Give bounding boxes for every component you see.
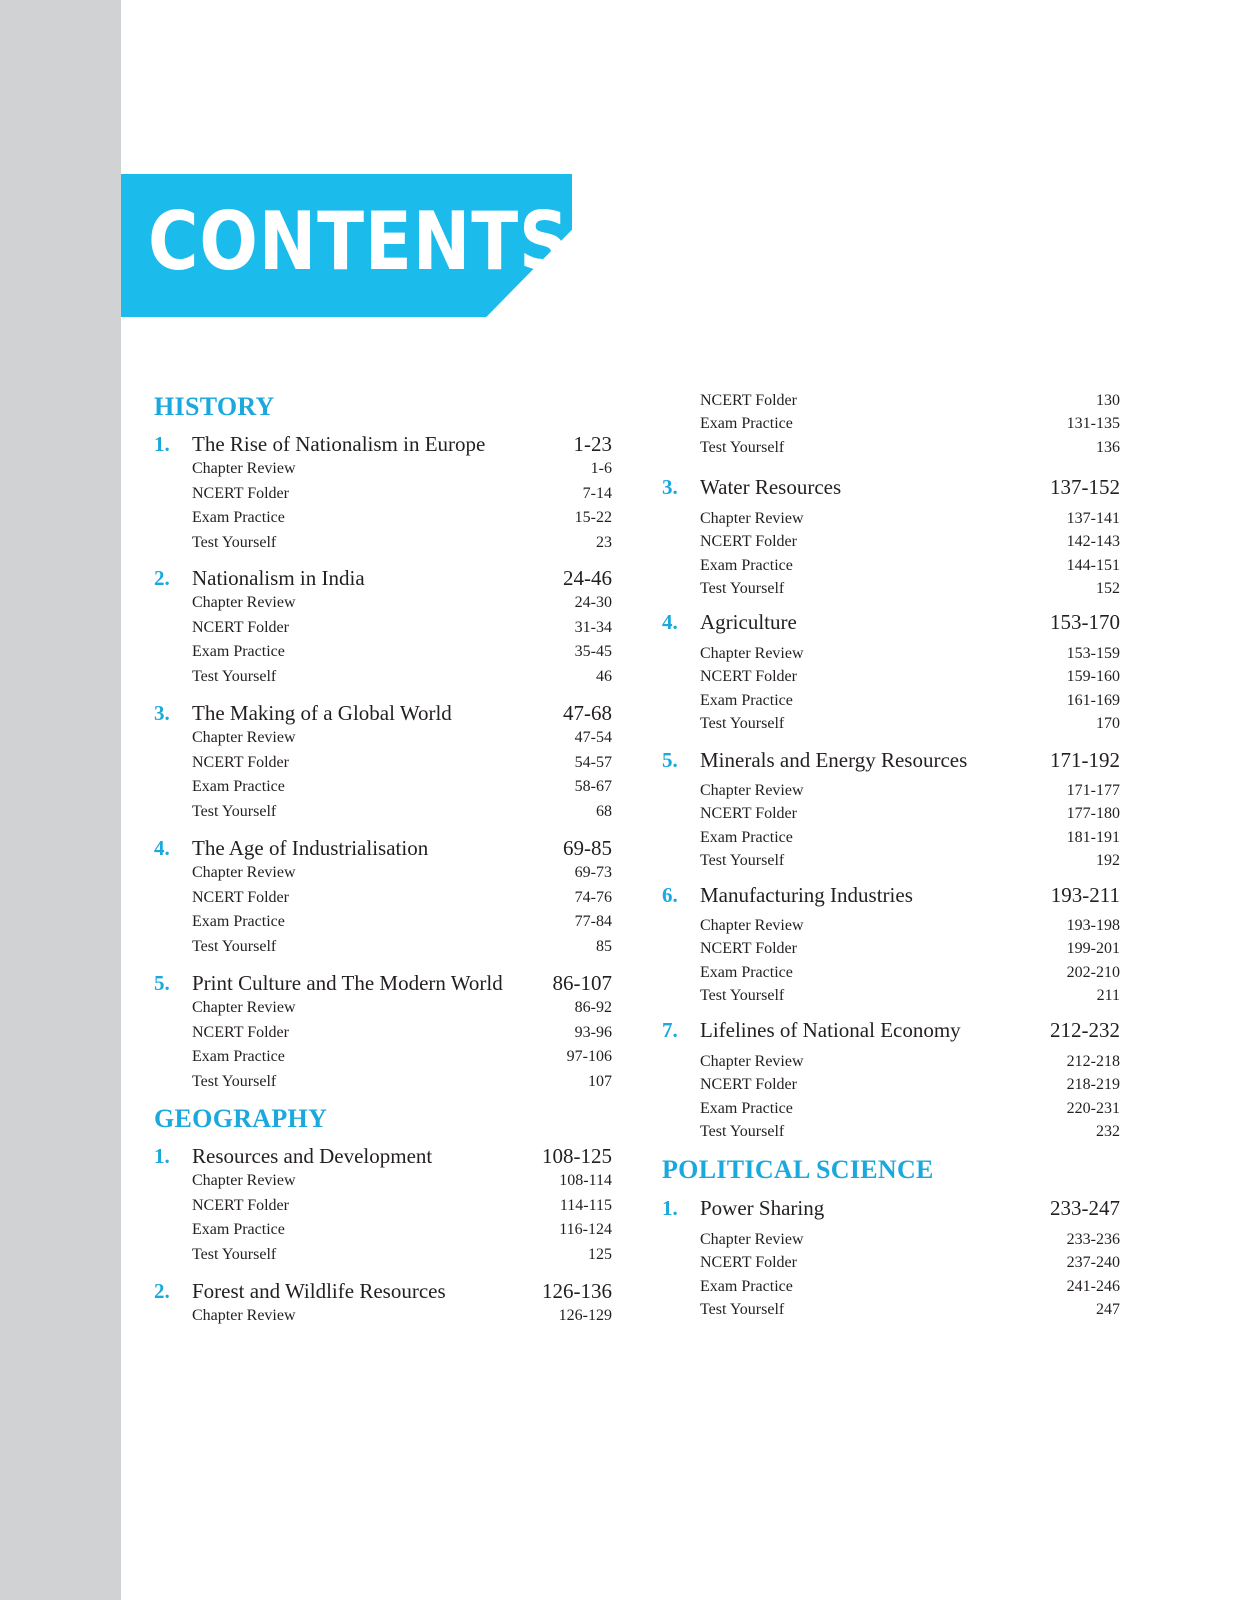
sub-item-title: Chapter Review <box>700 645 804 662</box>
sub-item-pages: 137-141 <box>1066 510 1120 527</box>
section-heading: GEOGRAPHY <box>154 1104 328 1133</box>
sub-item-pages: 142-143 <box>1066 533 1120 551</box>
chapter-title: The Rise of Nationalism in Europe <box>192 432 486 456</box>
chapter-number: 6. <box>662 883 678 907</box>
sub-item-title: NCERT Folder <box>700 533 797 551</box>
sub-item-title: NCERT Folder <box>700 1254 797 1272</box>
sub-item-pages: 31-34 <box>574 618 612 636</box>
sub-item-title: Test Yourself <box>192 533 277 551</box>
sub-item-pages: 1-6 <box>590 460 612 477</box>
chapter-number: 1. <box>154 432 170 456</box>
sub-item-pages: 77-84 <box>574 913 612 930</box>
sub-item-pages: 35-45 <box>574 643 612 660</box>
sub-item-title: Exam Practice <box>700 415 793 433</box>
chapter-pages: 193-211 <box>1050 883 1120 907</box>
chapter-number: 5. <box>662 748 678 772</box>
sub-item-pages: 107 <box>588 1072 612 1090</box>
sub-item-pages: 46 <box>596 667 612 685</box>
sub-item-title: Chapter Review <box>192 460 296 477</box>
sub-item-title: Exam Practice <box>192 1221 285 1238</box>
chapter-title: Forest and Wildlife Resources <box>192 1279 446 1303</box>
sub-item-title: Chapter Review <box>700 1053 804 1070</box>
sub-item-title: Exam Practice <box>192 778 285 795</box>
sub-item-title: NCERT Folder <box>700 668 797 686</box>
sub-item-pages: 116-124 <box>559 1221 612 1238</box>
sub-item-title: Exam Practice <box>192 509 285 526</box>
sub-item-title: Exam Practice <box>192 643 285 660</box>
sub-item-pages: 131-135 <box>1066 415 1120 433</box>
sub-item-title: Exam Practice <box>700 1099 793 1117</box>
sub-item-title: Exam Practice <box>192 1048 285 1065</box>
sub-item-title: Chapter Review <box>192 999 296 1016</box>
chapter-pages: 69-85 <box>563 836 612 860</box>
chapter-pages: 137-152 <box>1050 475 1120 499</box>
sub-item-pages: 192 <box>1096 852 1120 870</box>
sub-item-pages: 170 <box>1096 715 1120 733</box>
sub-item-title: Chapter Review <box>192 864 296 881</box>
sub-item-pages: 74-76 <box>574 888 612 906</box>
chapter-number: 7. <box>662 1018 678 1042</box>
sub-item-pages: 152 <box>1096 580 1120 598</box>
sub-item-title: NCERT Folder <box>192 888 289 906</box>
sub-item-pages: 161-169 <box>1066 691 1120 709</box>
chapter-number: 3. <box>154 701 170 725</box>
sub-item-pages: 86-92 <box>574 999 612 1016</box>
sub-item-title: Test Yourself <box>192 1072 277 1090</box>
sub-item-title: Chapter Review <box>192 1307 296 1324</box>
sub-item-pages: 232 <box>1096 1123 1120 1141</box>
sub-item-pages: 247 <box>1096 1301 1120 1319</box>
sub-item-pages: 144-151 <box>1066 556 1120 574</box>
chapter-title: Manufacturing Industries <box>700 883 913 907</box>
sub-item-title: Test Yourself <box>192 937 277 955</box>
chapter-title: Resources and Development <box>192 1144 433 1168</box>
sub-item-pages: 159-160 <box>1066 668 1120 686</box>
sub-item-title: Exam Practice <box>700 963 793 981</box>
sub-item-pages: 58-67 <box>574 778 612 795</box>
chapter-number: 2. <box>154 566 170 590</box>
chapter-pages: 47-68 <box>563 701 612 725</box>
sub-item-title: Chapter Review <box>700 1231 804 1248</box>
chapter-number: 4. <box>154 836 170 860</box>
sub-item-title: NCERT Folder <box>700 805 797 823</box>
sub-item-pages: 126-129 <box>558 1307 612 1324</box>
sub-item-pages: 114-115 <box>559 1196 612 1214</box>
sub-item-pages: 220-231 <box>1066 1099 1120 1117</box>
chapter-pages: 24-46 <box>563 566 612 590</box>
chapter-title: Lifelines of National Economy <box>700 1018 961 1042</box>
sub-item-pages: 211 <box>1096 987 1120 1005</box>
chapter-title: The Making of a Global World <box>192 701 452 725</box>
chapter-number: 1. <box>154 1144 170 1168</box>
sub-item-title: NCERT Folder <box>192 618 289 636</box>
sub-item-title: Exam Practice <box>700 828 793 846</box>
sub-item-pages: 24-30 <box>574 594 612 611</box>
sub-item-title: Test Yourself <box>192 1245 277 1263</box>
chapter-title: Minerals and Energy Resources <box>700 748 968 772</box>
page-title: CONTENTS <box>148 195 570 288</box>
chapter-pages: 126-136 <box>542 1279 612 1303</box>
sub-item-title: Chapter Review <box>700 917 804 934</box>
chapter-pages: 171-192 <box>1050 748 1120 772</box>
sub-item-title: Chapter Review <box>192 729 296 746</box>
sub-item-pages: 136 <box>1096 438 1120 456</box>
sub-item-pages: 199-201 <box>1066 940 1120 958</box>
sub-item-pages: 85 <box>596 937 612 955</box>
sub-item-title: Chapter Review <box>700 510 804 527</box>
sub-item-pages: 177-180 <box>1066 805 1120 823</box>
sub-item-title: Test Yourself <box>700 580 785 598</box>
section-heading: HISTORY <box>154 392 275 421</box>
sub-item-title: Test Yourself <box>700 852 785 870</box>
sub-item-pages: 237-240 <box>1066 1254 1120 1272</box>
chapter-title: Power Sharing <box>700 1196 825 1220</box>
section-heading: POLITICAL SCIENCE <box>662 1155 934 1184</box>
sub-item-title: Test Yourself <box>700 1123 785 1141</box>
sub-item-pages: 15-22 <box>574 509 612 526</box>
sub-item-pages: 153-159 <box>1066 645 1120 662</box>
chapter-number: 1. <box>662 1196 678 1220</box>
sub-item-title: Exam Practice <box>700 691 793 709</box>
sub-item-title: Test Yourself <box>192 802 277 820</box>
chapter-pages: 153-170 <box>1050 610 1120 634</box>
sub-item-title: Test Yourself <box>700 438 785 456</box>
sub-item-title: Exam Practice <box>700 1277 793 1295</box>
chapter-title: Nationalism in India <box>192 566 365 590</box>
chapter-pages: 108-125 <box>542 1144 612 1168</box>
sub-item-title: Test Yourself <box>192 667 277 685</box>
sub-item-pages: 7-14 <box>582 484 612 502</box>
chapter-title: The Age of Industrialisation <box>192 836 429 860</box>
sub-item-pages: 241-246 <box>1066 1277 1120 1295</box>
sub-item-pages: 108-114 <box>559 1172 612 1189</box>
sub-item-title: NCERT Folder <box>700 1076 797 1094</box>
sub-item-title: NCERT Folder <box>700 940 797 958</box>
chapter-number: 2. <box>154 1279 170 1303</box>
sub-item-pages: 125 <box>588 1245 612 1263</box>
chapter-number: 3. <box>662 475 678 499</box>
sub-item-title: Exam Practice <box>192 913 285 930</box>
sub-item-pages: 93-96 <box>574 1023 612 1041</box>
sub-item-pages: 202-210 <box>1066 963 1120 981</box>
sub-item-pages: 69-73 <box>574 864 612 881</box>
sub-item-pages: 212-218 <box>1066 1053 1120 1070</box>
sub-item-title: Chapter Review <box>192 594 296 611</box>
chapter-title: Water Resources <box>700 475 842 499</box>
chapter-number: 4. <box>662 610 678 634</box>
chapter-number: 5. <box>154 971 170 995</box>
sub-item-title: NCERT Folder <box>700 392 797 409</box>
sub-item-title: NCERT Folder <box>192 753 289 771</box>
sub-item-pages: 97-106 <box>566 1048 612 1065</box>
side-strip <box>0 0 121 1600</box>
sub-item-title: NCERT Folder <box>192 1023 289 1041</box>
sub-item-pages: 193-198 <box>1066 917 1120 934</box>
sub-item-pages: 181-191 <box>1066 828 1120 846</box>
sub-item-pages: 54-57 <box>574 753 612 771</box>
sub-item-pages: 218-219 <box>1066 1076 1120 1094</box>
sub-item-title: NCERT Folder <box>192 1196 289 1214</box>
sub-item-title: Chapter Review <box>700 782 804 799</box>
sub-item-title: Test Yourself <box>700 987 785 1005</box>
sub-item-title: Exam Practice <box>700 556 793 574</box>
sub-item-pages: 233-236 <box>1066 1231 1120 1248</box>
chapter-pages: 233-247 <box>1050 1196 1120 1220</box>
sub-item-pages: 130 <box>1096 392 1120 409</box>
sub-item-pages: 171-177 <box>1066 782 1120 799</box>
sub-item-title: Test Yourself <box>700 715 785 733</box>
sub-item-pages: 47-54 <box>574 729 612 746</box>
sub-item-pages: 68 <box>596 802 612 820</box>
chapter-pages: 86-107 <box>552 971 612 995</box>
chapter-title: Agriculture <box>700 610 797 634</box>
sub-item-pages: 23 <box>596 533 612 551</box>
chapter-title: Print Culture and The Modern World <box>192 971 503 995</box>
chapter-pages: 1-23 <box>573 432 612 456</box>
sub-item-title: Chapter Review <box>192 1172 296 1189</box>
chapter-pages: 212-232 <box>1050 1018 1120 1042</box>
sub-item-title: NCERT Folder <box>192 484 289 502</box>
sub-item-title: Test Yourself <box>700 1301 785 1319</box>
